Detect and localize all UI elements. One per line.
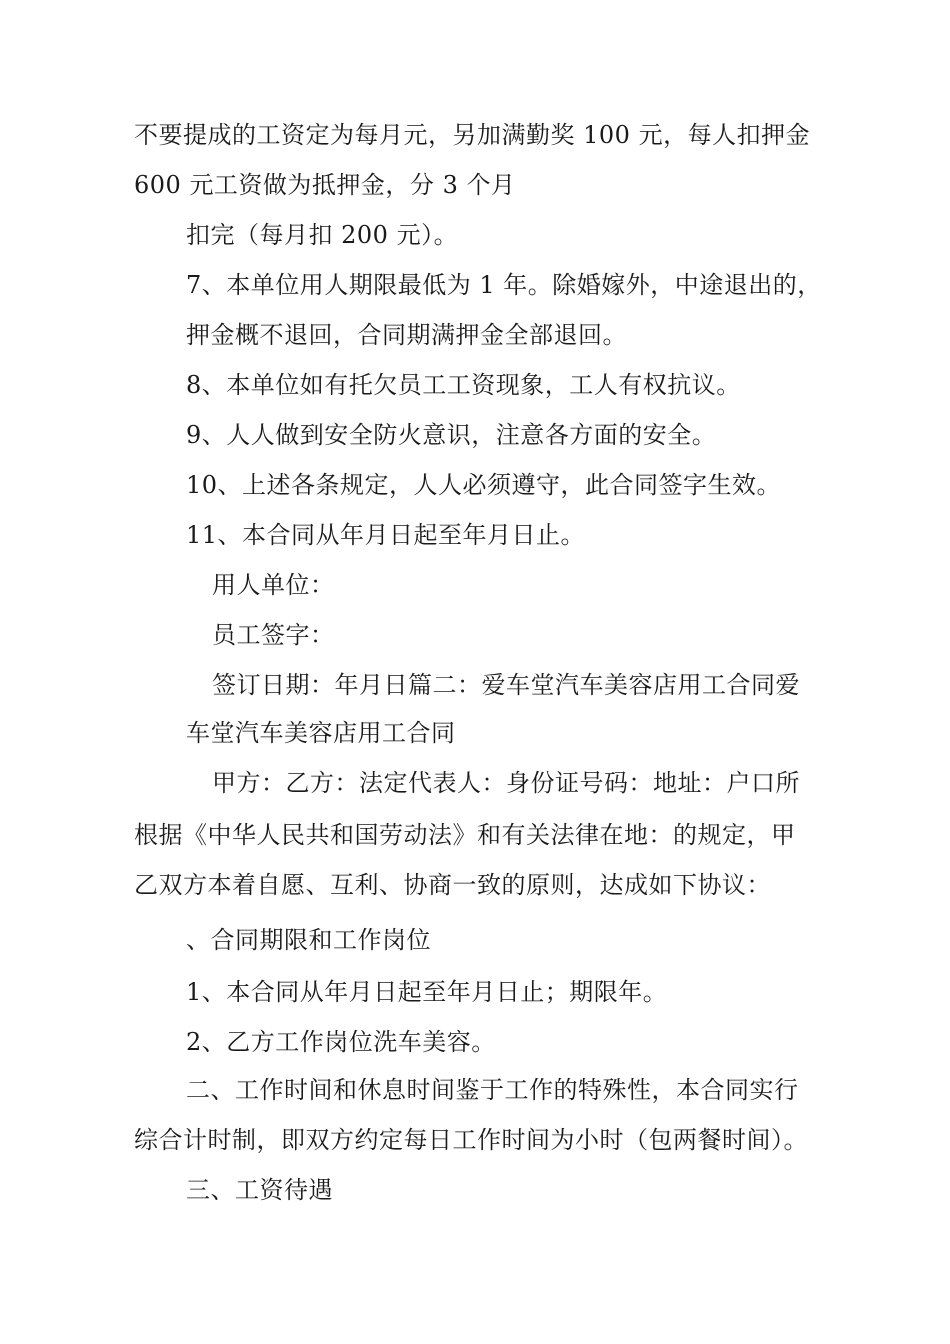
text-line: 600 元工资做为抵押金，分 3 个月 [134,171,516,199]
text-line: 扣完（每月扣 200 元）。 [186,221,459,249]
text-line: 签订日期：年月日篇二：爱车堂汽车美容店用工合同爱 [212,671,800,699]
text-line: 车堂汽车美容店用工合同 [186,719,456,747]
text-line: 、合同期限和工作岗位 [186,926,431,954]
text-line: 2、乙方工作岗位洗车美容。 [186,1028,496,1056]
text-line: 7、本单位用人期限最低为 1 年。除婚嫁外，中途退出的， [186,271,822,299]
text-line: 11、本合同从年月日起至年月日止。 [186,521,586,549]
text-line: 用人单位： [212,571,335,599]
text-line: 甲方：乙方：法定代表人：身份证号码：地址：户口所 [212,769,800,797]
text-line: 押金概不退回，合同期满押金全部退回。 [186,321,627,349]
text-line: 8、本单位如有托欠员工工资现象，工人有权抗议。 [186,371,741,399]
text-line: 1、本合同从年月日起至年月日止；期限年。 [186,978,668,1006]
text-line: 乙双方本着自愿、互利、协商一致的原则，达成如下协议： [134,871,771,899]
text-line: 综合计时制，即双方约定每日工作时间为小时（包两餐时间）。 [134,1126,808,1154]
text-line: 不要提成的工资定为每月元，另加满勤奖 100 元，每人扣押金 [134,121,811,149]
text-line: 员工签字： [212,621,335,649]
text-line: 三、工资待遇 [186,1176,333,1204]
text-line: 10、上述各条规定，人人必须遵守，此合同签字生效。 [186,471,782,499]
text-line: 9、人人做到安全防火意识，注意各方面的安全。 [186,421,717,449]
text-line: 根据《中华人民共和国劳动法》和有关法律在地：的规定，甲 [134,821,796,849]
text-line: 二、工作时间和休息时间鉴于工作的特殊性，本合同实行 [186,1076,799,1104]
